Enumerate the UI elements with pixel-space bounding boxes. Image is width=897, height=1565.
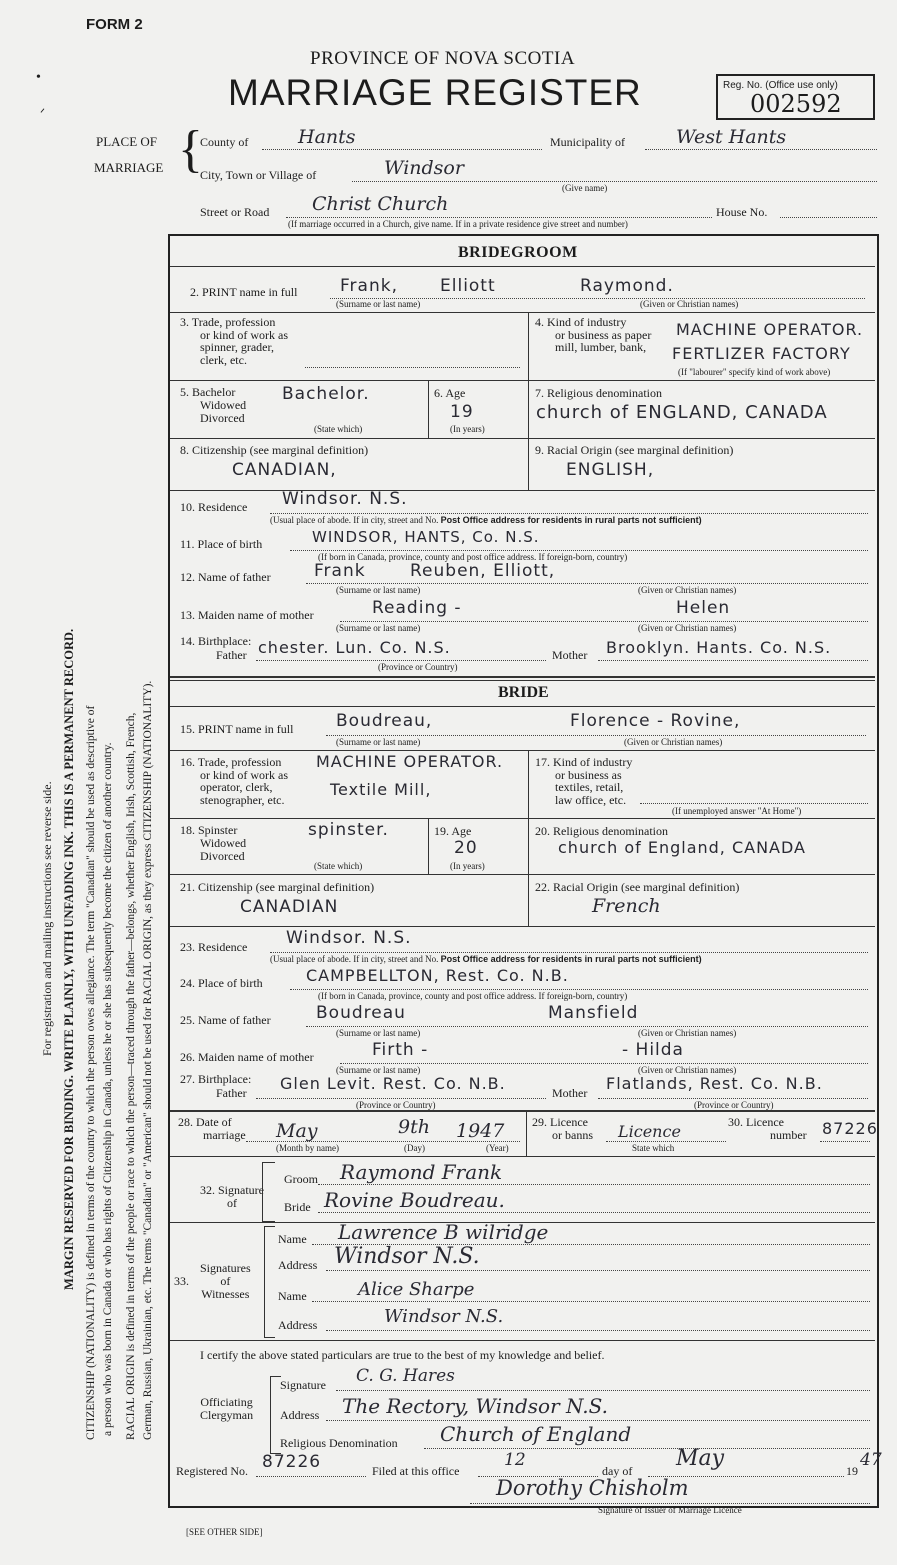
see-other-side: [SEE OTHER SIDE] (186, 1527, 263, 1537)
surname-note: (Surname or last name) (336, 1028, 421, 1038)
surname-note: (Surname or last name) (336, 585, 421, 595)
witnesses-label: Signatures of Witnesses (200, 1261, 251, 1301)
given-note: (Given or Christian names) (638, 1065, 737, 1075)
margin-mark: • (36, 70, 41, 85)
bride-mother-given: - Hilda (622, 1040, 684, 1060)
state-which-note: (State which) (314, 861, 363, 871)
bride-name-label: 15. PRINT name in full (180, 722, 294, 736)
given-note: (Given or Christian names) (638, 1028, 737, 1038)
street-label: Street or Road (200, 205, 270, 219)
state-which-note: State which (632, 1143, 675, 1153)
birth-note: (If born in Canada, province, county and post office address. If foreign-born, country) (318, 991, 628, 1001)
groom-label: Groom (284, 1172, 318, 1186)
residence-note: (Usual place of abode. If in city, street and No. Post Office address for residents in rural parts not sufficient) (270, 954, 702, 964)
groom-industry-2: FERTLIZER FACTORY (672, 344, 851, 363)
margin-instructions: For registration and mailing instructions see reverse side. (40, 781, 54, 1056)
page-title: MARRIAGE REGISTER (228, 72, 642, 113)
bride-mother-birthplace: Flatlands, Rest. Co. N.B. (606, 1074, 823, 1093)
county-label: County of (200, 135, 249, 149)
year-prefix: 19 (846, 1464, 858, 1478)
bride-status-label: 18. Spinster Widowed Divorced (180, 823, 247, 863)
reg-no-value: 002592 (750, 90, 842, 118)
brace: { (178, 121, 203, 178)
groom-name-label: 2. PRINT name in full (190, 285, 298, 299)
witness2-address: Windsor N.S. (384, 1306, 504, 1327)
year-note: (Year) (486, 1143, 509, 1153)
margin-racial-def-2: German, Russian, Ukrainian, etc. The terms "Canadian" or "American" should not be used for RACIAL ORIGIN, as they express CITIZENSHIP (NATIONALITY). (142, 680, 154, 1440)
clergy-address-label: Address (280, 1408, 320, 1422)
registered-label: Registered No. (176, 1464, 248, 1478)
bride-residence-label: 23. Residence (180, 940, 248, 954)
bride-racial-label: 22. Racial Origin (see marginal definition) (535, 880, 740, 894)
filed-day: 12 (504, 1450, 526, 1470)
margin-citizenship-def-2: a person who was born in Canada or who has rights of Citizenship in Canada, unless he or she has subsequently become the citizen of another country. (102, 742, 114, 1436)
groom-age-label: 6. Age (434, 386, 466, 400)
bride-label: Bride (284, 1200, 311, 1214)
street-note: (If marriage occurred in a Church, give name. If in a private residence give street and number) (288, 219, 628, 229)
bride-mother-label: 26. Maiden name of mother (180, 1050, 314, 1064)
municipality-label: Municipality of (550, 135, 625, 149)
margin-binding-notice: MARGIN RESERVED FOR BINDING. WRITE PLAINLY, WITH UNFADING INK. THIS IS A PERMANENT RECORD. (62, 628, 76, 1290)
groom-residence-label: 10. Residence (180, 500, 248, 514)
bride-citizenship-label: 21. Citizenship (see marginal definition) (180, 880, 375, 894)
groom-father-given: Reuben, Elliott, (410, 561, 556, 581)
bride-citizenship: CANADIAN (240, 897, 339, 917)
clergy-signature: C. G. Hares (356, 1366, 455, 1386)
bride-status: spinster. (308, 820, 389, 840)
bride-industry-label: 17. Kind of industry or business as textiles, retail, law office, etc. (535, 755, 633, 807)
bridegroom-heading: BRIDEGROOM (458, 244, 578, 261)
groom-mother-label: 13. Maiden name of mother (180, 608, 314, 622)
groom-mother-birthplace: Brooklyn. Hants. Co. N.S. (606, 638, 832, 657)
bride-trade-2: Textile Mill, (330, 780, 432, 799)
groom-birthplace-parents-label: 14. Birthplace: (180, 634, 252, 648)
issuer-signature: Dorothy Chisholm (496, 1476, 689, 1500)
groom-father-birthplace: chester. Lun. Co. N.S. (258, 638, 451, 657)
groom-middle-name: Elliott (440, 276, 496, 296)
field-33: 33. (174, 1274, 189, 1288)
given-note: (Given or Christian names) (624, 737, 723, 747)
witness2-address-label: Address (278, 1318, 318, 1332)
groom-racial-label: 9. Racial Origin (see marginal definition) (535, 443, 734, 457)
day-note: (Day) (404, 1143, 425, 1153)
date-label: 28. Date of marriage (178, 1115, 246, 1142)
province-heading: PROVINCE OF NOVA SCOTIA (310, 48, 576, 69)
bride-father-surname: Boudreau (316, 1003, 406, 1023)
birth-note: (If born in Canada, province, county and post office address. If foreign-born, country) (318, 552, 628, 562)
in-years-note: (In years) (450, 861, 485, 871)
reg-no-label: Reg. No. (Office use only) (723, 80, 838, 91)
groom-birthplace-label: 11. Place of birth (180, 537, 263, 551)
province-note: (Province or Country) (378, 662, 458, 672)
residence-note: (Usual place of abode. If in city, street and No. Post Office address for residents in rural parts not sufficient) (270, 515, 702, 525)
groom-status: Bachelor. (282, 384, 370, 404)
bride-age: 20 (454, 838, 478, 858)
bride-birthplace-label: 24. Place of birth (180, 976, 263, 990)
mother-word: Mother (552, 648, 588, 662)
groom-father-surname: Frank (314, 561, 366, 581)
certify-statement: I certify the above stated particulars are true to the best of my knowledge and belief. (200, 1348, 605, 1362)
witness1-name: Lawrence B wilridge (338, 1220, 549, 1244)
bride-surname: Boudreau, (336, 711, 433, 731)
bride-father-birthplace: Glen Levit. Rest. Co. N.B. (280, 1074, 506, 1093)
margin-citizenship-def: CITIZENSHIP (NATIONALITY) is defined in terms of the country to which the person owes allegiance. The term "Canadian" should be used as descriptive of (85, 705, 97, 1440)
bride-signature: Rovine Boudreau. (324, 1188, 505, 1212)
father-word: Father (216, 648, 247, 662)
filed-year: 47 (860, 1450, 882, 1470)
margin-racial-def: RACIAL ORIGIN is defined in terms of the people or race to which the person—traced through the father—belongs, whether English, Irish, Scottish, French, (125, 712, 137, 1440)
bride-heading: BRIDE (498, 684, 549, 701)
given-note: (Given or Christian names) (638, 623, 737, 633)
clergy-denomination: Church of England (440, 1422, 632, 1446)
reg-no-box (716, 74, 875, 120)
bride-father-given: Mansfield (548, 1003, 639, 1023)
city-value: Windsor (384, 157, 464, 179)
street-value: Christ Church (312, 193, 449, 215)
province-note: (Province or Country) (694, 1100, 774, 1110)
groom-religion: church of ENGLAND, CANADA (536, 402, 828, 423)
house-no-label: House No. (716, 205, 768, 219)
groom-religion-label: 7. Religious denomination (535, 386, 662, 400)
groom-given-name: Raymond. (580, 276, 674, 296)
groom-citizenship-label: 8. Citizenship (see marginal definition) (180, 443, 369, 457)
bride-religion-label: 20. Religious denomination (535, 824, 668, 838)
witness1-address-label: Address (278, 1258, 318, 1272)
surname-note: (Surname or last name) (336, 737, 421, 747)
groom-industry-label: 4. Kind of industry or business as paper mill, lumber, bank, (535, 315, 652, 354)
signature-of-label: 32. Signature of (200, 1183, 264, 1210)
surname-note: (Surname or last name) (336, 623, 421, 633)
state-which-note: (State which) (314, 424, 363, 434)
groom-racial: ENGLISH, (566, 460, 655, 480)
city-label: City, Town or Village of (200, 168, 317, 182)
witness1-name-label: Name (278, 1232, 307, 1246)
bride-trade: MACHINE OPERATOR. (316, 752, 504, 771)
county-value: Hants (298, 126, 356, 148)
labourer-note: (If "labourer" specify kind of work above) (678, 367, 831, 377)
registered-number: 87226 (262, 1452, 322, 1472)
given-note: (Given or Christian names) (640, 299, 739, 309)
mother-word: Mother (552, 1086, 588, 1100)
groom-father-label: 12. Name of father (180, 570, 271, 584)
groom-residence: Windsor. N.S. (282, 489, 408, 509)
bride-religion: church of England, CANADA (558, 838, 806, 857)
licence-label: 29. Licence or banns (532, 1115, 593, 1142)
witness2-name-label: Name (278, 1289, 307, 1303)
unemployed-note: (If unemployed answer "At Home") (672, 806, 802, 816)
bride-racial: French (592, 895, 661, 917)
groom-trade-label: 3. Trade, profession or kind of work as spinner, grader, clerk, etc. (180, 315, 288, 367)
licence-type: Licence (618, 1122, 681, 1141)
bride-mother-surname: Firth - (372, 1040, 429, 1060)
marriage-year: 1947 (456, 1120, 505, 1142)
groom-mother-surname: Reading - (372, 598, 462, 618)
filed-month: May (676, 1446, 725, 1471)
month-note: (Month by name) (276, 1143, 339, 1153)
clergyman-label: Officiating Clergyman (200, 1395, 254, 1422)
bride-age-label: 19. Age (434, 824, 472, 838)
municipality-value: West Hants (676, 126, 787, 148)
bride-birthplace: CAMPBELLTON, Rest. Co. N.B. (306, 966, 569, 985)
licence-number-label: 30. Licence number (728, 1115, 807, 1142)
witness2-name: Alice Sharpe (358, 1279, 475, 1300)
groom-age: 19 (450, 402, 474, 422)
bride-birthplace-parents-label: 27. Birthplace: (180, 1072, 252, 1086)
clergy-signature-label: Signature (280, 1378, 326, 1392)
groom-status-label: 5. Bachelor Widowed Divorced (180, 385, 247, 425)
surname-note: (Surname or last name) (336, 1065, 421, 1075)
form-number: FORM 2 (86, 16, 143, 33)
denomination-label: Religious Denomination (280, 1436, 398, 1450)
licence-number: 87226 (822, 1119, 878, 1138)
groom-surname: Frank, (340, 276, 398, 296)
given-note: (Given or Christian names) (638, 585, 737, 595)
clergy-address: The Rectory, Windsor N.S. (342, 1394, 608, 1418)
marriage-day: 9th (398, 1116, 430, 1138)
bride-trade-label: 16. Trade, profession or kind of work as operator, clerk, stenographer, etc. (180, 755, 288, 807)
province-note: (Province or Country) (356, 1100, 436, 1110)
witness1-address: Windsor N.S. (334, 1244, 480, 1269)
filed-label: Filed at this office (372, 1464, 460, 1478)
groom-signature: Raymond Frank (340, 1160, 503, 1184)
father-word: Father (216, 1086, 247, 1100)
groom-citizenship: CANADIAN, (232, 460, 337, 480)
surname-note: (Surname or last name) (336, 299, 421, 309)
groom-birthplace: WINDSOR, HANTS, Co. N.S. (312, 528, 540, 546)
in-years-note: (In years) (450, 424, 485, 434)
marriage-month: May (276, 1120, 318, 1142)
groom-mother-given: Helen (676, 598, 731, 618)
day-of-label: day of (602, 1464, 633, 1478)
place-of-label: PLACE OF (96, 134, 158, 149)
bride-father-label: 25. Name of father (180, 1013, 271, 1027)
groom-industry: MACHINE OPERATOR. (676, 320, 864, 339)
issuer-label: Signature of Issuer of Marriage Licence (598, 1505, 742, 1515)
bride-given-name: Florence - Rovine, (570, 711, 741, 731)
bride-residence: Windsor. N.S. (286, 928, 412, 948)
give-name-note: (Give name) (562, 183, 608, 193)
margin-mark: ᐟ (40, 106, 46, 120)
marriage-label: MARRIAGE (94, 160, 164, 175)
